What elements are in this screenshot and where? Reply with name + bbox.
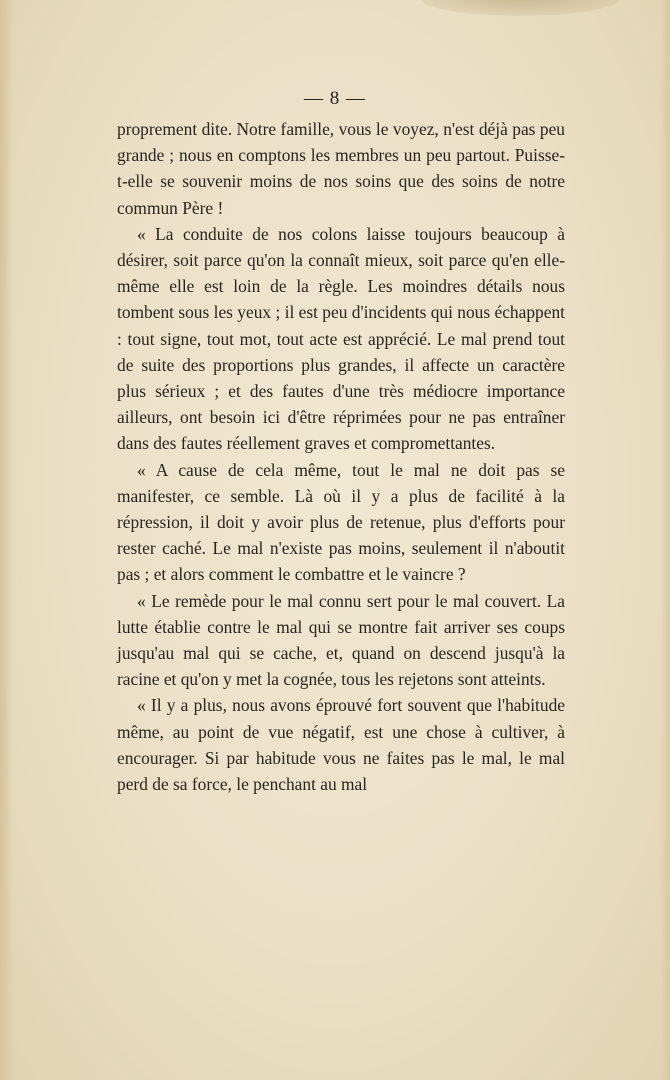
body-text (117, 116, 565, 797)
page-number: — 8 — (304, 88, 366, 109)
paragraph-5: « Il y a plus, nous avons éprouvé fort souvent que l'habitude même, au point de vue négatif, est une chose à cultiver, à encourager. Si par habitude vous ne faites pas le mal, le mal perd de sa force, le penchant au mal (117, 695, 565, 795)
paragraph-3: « A cause de cela même, tout le mal ne doit pas se manifester, ce semble. Là où il y a plus de facilité à la répression, il doit y avoir plus de retenue, plus d'efforts pour rester caché. Le mal n'existe pas moins, seulement il n'aboutit pas ; et alors comment le combattre et le vaincre ? (117, 459, 565, 585)
page-edge-shadow-left (0, 0, 14, 1080)
paper-stain (420, 0, 620, 16)
paragraph-1: proprement dite. Notre famille, vous le voyez, n'est déjà pas peu grande ; nous en comptons les membres un peu partout. Puisse-t-elle se souvenir moins de nos soins que des soins de notre commun Père ! (117, 119, 565, 218)
paragraph-2: « La conduite de nos colons laisse toujours beaucoup à désirer, soit parce qu'on la connaît mieux, soit parce qu'en elle-même elle est loin de la règle. Les moindres détails nous tombent sous les yeux ; il est peu d'incidents qui nous échappent : tout signe, tout mot, tout acte est apprécié. Le mal prend tout de suite des proportions plus grandes, il affecte un caractère plus sérieux ; et des fautes d'une très médiocre importance ailleurs, ont besoin ici d'être réprimées pour ne pas entraîner dans des fautes réellement graves et compromettantes. (117, 223, 565, 454)
paragraph-4: « Le remède pour le mal connu sert pour le mal couvert. La lutte établie contre le mal qui se montre fait arriver ses coups jusqu'au mal qui se cache, et, quand on descend jusqu'à la racine et qu'on y met la cognée, tous les rejetons sont atteints. (117, 590, 565, 690)
page-edge-shadow-right (660, 0, 670, 1080)
